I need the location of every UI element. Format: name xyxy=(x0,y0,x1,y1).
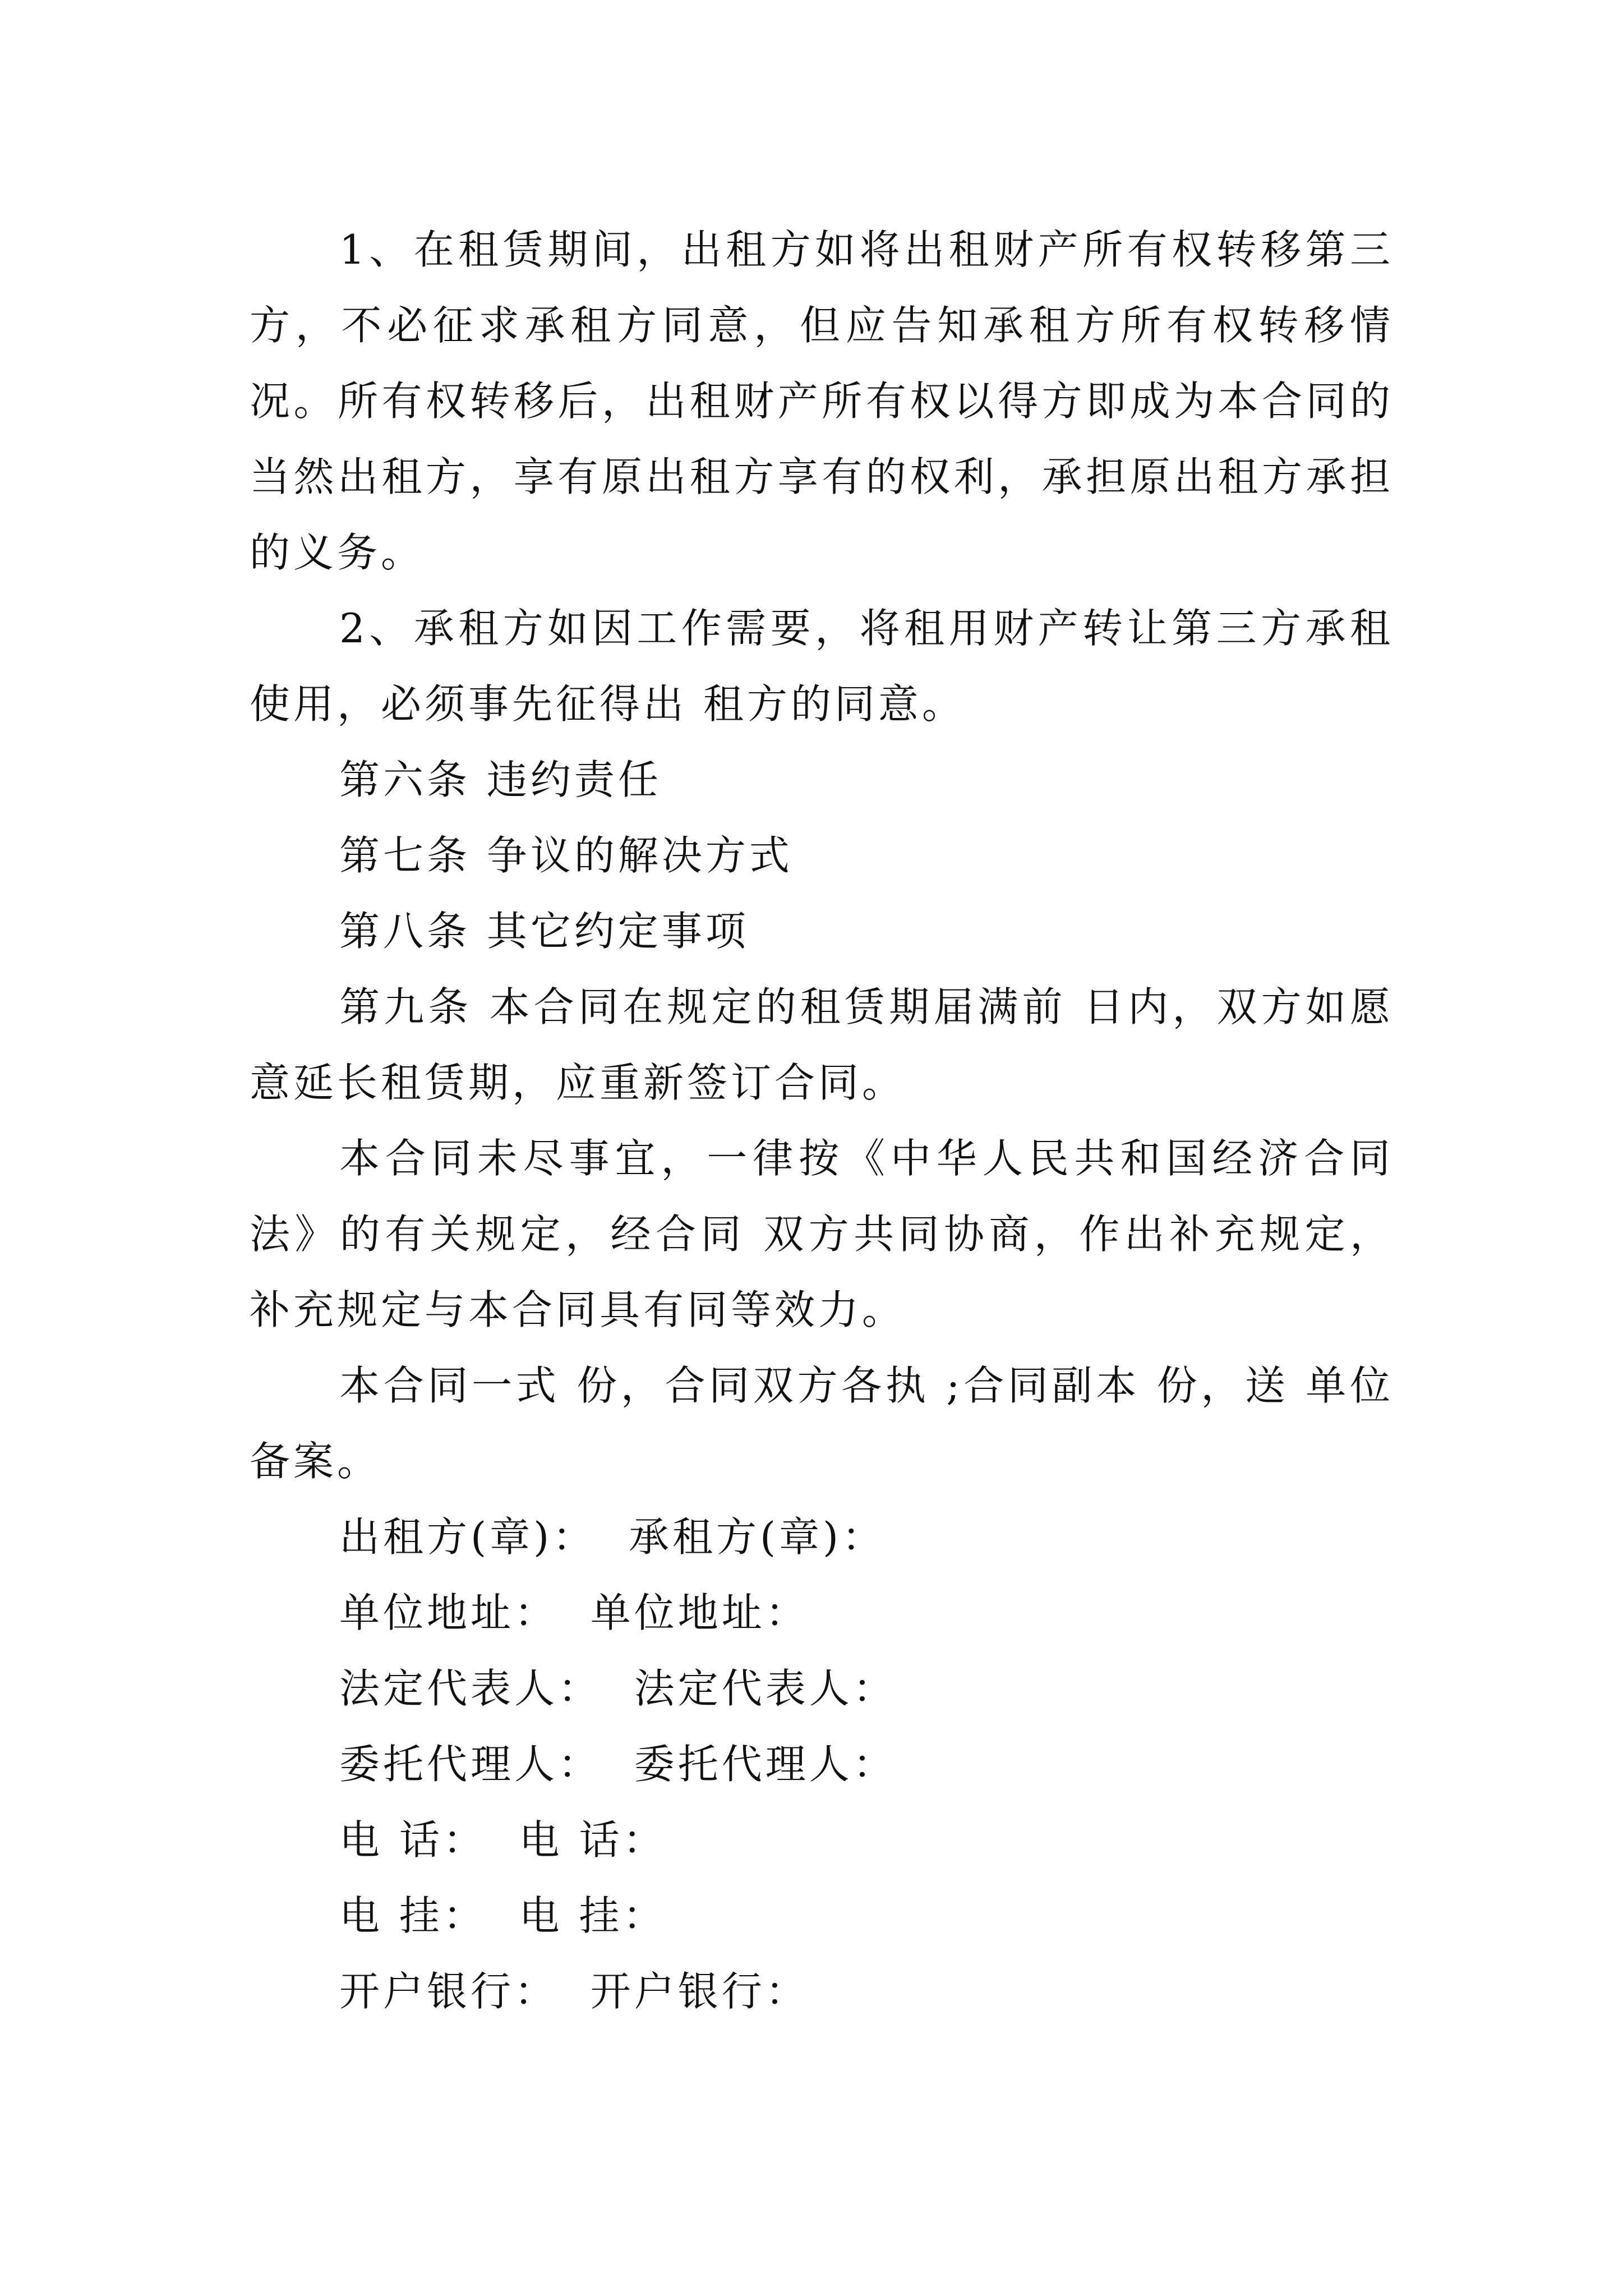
signature-seal-row: 出租方(章)： 承租方(章)： xyxy=(339,1513,886,1561)
article-8-heading: 第八条 其它约定事项 xyxy=(339,908,749,955)
copies-clause: 本合同一式 份，合同双方各执 ;合同副本 份，送 单位备案。 xyxy=(250,1362,1394,1485)
clause-2-sublease: 2、承租方如因工作需要，将租用财产转让第三方承租使用，必须事先征得出 租方的同意。 xyxy=(250,605,1394,728)
signature-telegraph-row: 电 挂： 电 挂： xyxy=(339,1892,667,1939)
article-9-renewal: 第九条 本合同在规定的租赁期届满前 日内，双方如愿意延长租赁期，应重新签订合同。 xyxy=(250,983,1394,1106)
signature-phone-row: 电 话： 电 话： xyxy=(339,1816,667,1864)
supplementary-provisions: 本合同未尽事宜，一律按《中华人民共和国经济合同法》的有关规定，经合同 双方共同协商，作出补充规定，补充规定与本合同具有同等效力。 xyxy=(250,1135,1394,1333)
signature-bank-row: 开户银行： 开户银行： xyxy=(339,1968,809,2015)
article-7-heading: 第七条 争议的解决方式 xyxy=(339,832,793,879)
signature-agent-row: 委托代理人： 委托代理人： xyxy=(339,1741,897,1788)
document-body xyxy=(250,212,1394,2030)
clause-1-ownership-transfer: 1、在租赁期间，出租方如将出租财产所有权转移第三方，不必征求承租方同意，但应告知承租方所有权转移情况。所有权转移后，出租财产所有权以得方即成为本合同的当然出租方，享有原出租方享有的权利，承担原出租方承担的义务。 xyxy=(250,226,1394,576)
article-6-heading: 第六条 违约责任 xyxy=(339,756,662,803)
signature-legal-rep-row: 法定代表人： 法定代表人： xyxy=(339,1665,897,1712)
signature-address-row: 单位地址： 单位地址： xyxy=(339,1589,809,1636)
